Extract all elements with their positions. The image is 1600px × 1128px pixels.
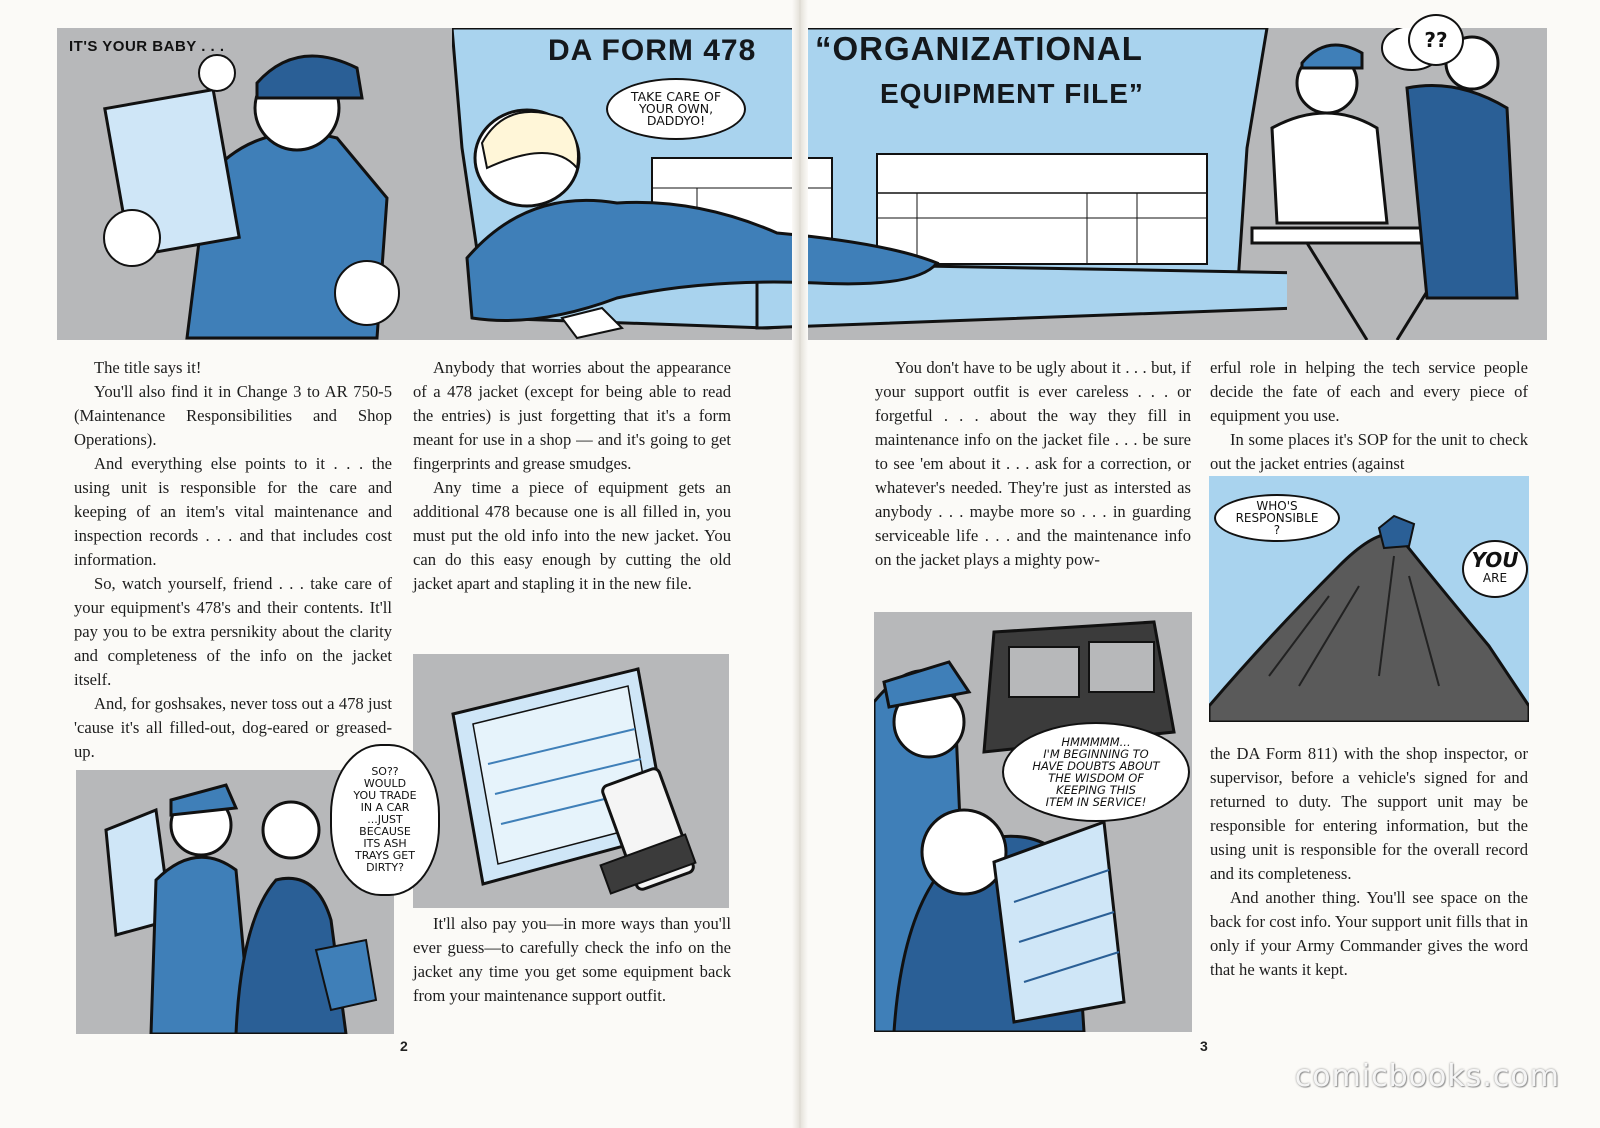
page2-column2 [413, 356, 731, 596]
speech-balloon-hmmm: HMMMMM... I'M BEGINNING TO HAVE DOUBTS ABOUT THE WISDOM OF KEEPING THIS ITEM IN SERVICE! [1002, 722, 1190, 822]
paragraph: And everything else points to it . . . the using unit is responsible for the care and keeping of an item's vital maintenance and inspection records . . . and that includes cost information. [74, 454, 392, 569]
paragraph: You don't have to be ugly about it . . . but, if your support outfit is ever careless . . . or forgetful . . . about the way they fill in maintenance info on the jacket file . . . be sure to see 'em about it . . . ask for a correction, or whatever's needed. They're just as intersted as anybody . . . maybe more so . . . in guarding serviceable life . . . and the maintenance info on the jacket plays a mighty pow- [875, 358, 1191, 569]
banner-corner-caption: IT'S YOUR BABY . . . [69, 38, 225, 55]
stapler-art [413, 654, 729, 908]
paragraph: And, for goshsakes, never toss out a 478 just 'cause it's all filled-out, dog-eared or greased-up. [74, 694, 392, 761]
banner-title-right-line2: EQUIPMENT FILE” [880, 78, 1144, 109]
watermark: comicbooks.com [1294, 1059, 1560, 1094]
banner-title-right-line1: “ORGANIZATIONAL [815, 30, 1143, 67]
paragraph: You'll also find it in Change 3 to AR 750-5 (Maintenance Responsibilities and Shop Operations). [74, 382, 392, 449]
paragraph: And another thing. You'll see space on the back for cost info. Your support unit fills that in only if your Army Commander gives the word that he wants it kept. [1210, 888, 1528, 979]
page2-column1 [74, 356, 392, 764]
page2-column2-bottom [413, 912, 731, 1008]
paragraph: So, watch yourself, friend . . . take care of your equipment's 478's and their contents. It'll pay you to be extra persnikity about the clarity and completeness of the info on the jacket itself. [74, 574, 392, 689]
paragraph: Anybody that worries about the appearance of a 478 jacket (except for being able to read the entries) is just forgetting that it's a form meant for use in a shop — and it's going to get fingerprints and grease smudges. [413, 358, 731, 473]
speech-balloon-you-are [1462, 540, 1528, 598]
paragraph: It'll also pay you—in more ways than you'll ever guess—to carefully check the info on the jacket any time you get some equipment back from your maintenance support outfit. [413, 914, 731, 1005]
speech-balloon-question: ?? [1408, 14, 1464, 66]
paragraph: Any time a piece of equipment gets an additional 478 because one is all filled in, you must put the old info into the new jacket. You can do this easy enough by cutting the old jacket apart and stapling it in the new file. [413, 478, 731, 593]
speech-balloon-who: WHO'S RESPONSIBLE ? [1214, 494, 1340, 542]
page3-column2-top [1210, 356, 1528, 476]
page-number-right: 3 [1200, 1038, 1208, 1054]
page3-column2-bottom [1210, 742, 1528, 982]
banner-title-left: DA FORM 478 [548, 34, 757, 67]
paragraph: In some places it's SOP for the unit to check out the jacket entries (against [1210, 430, 1528, 473]
speech-balloon-daddyo: TAKE CARE OF YOUR OWN, DADDYO! [606, 78, 746, 140]
truck-panel [874, 612, 1192, 1032]
page3-column1 [875, 356, 1191, 572]
page-number-left: 2 [400, 1038, 408, 1054]
stapler-panel [413, 654, 729, 908]
paragraph: erful role in helping the tech service people decide the fate of each and every piece of equipment you use. [1210, 358, 1528, 425]
speech-balloon-ash-trays: SO?? WOULD YOU TRADE IN A CAR ...JUST BECAUSE ITS ASH TRAYS GET DIRTY? [330, 744, 440, 896]
truck-art [874, 612, 1192, 1032]
are-text: ARE [1482, 571, 1508, 585]
you-text: YOU [1471, 548, 1519, 572]
paragraph: The title says it! [94, 358, 202, 377]
book-gutter [792, 0, 808, 1128]
paragraph: the DA Form 811) with the shop inspector, or supervisor, before a vehicle's signed for and returned to duty. The support unit may be responsible for entering information, but the using unit is responsible for the overall record and its completeness. [1210, 744, 1528, 883]
